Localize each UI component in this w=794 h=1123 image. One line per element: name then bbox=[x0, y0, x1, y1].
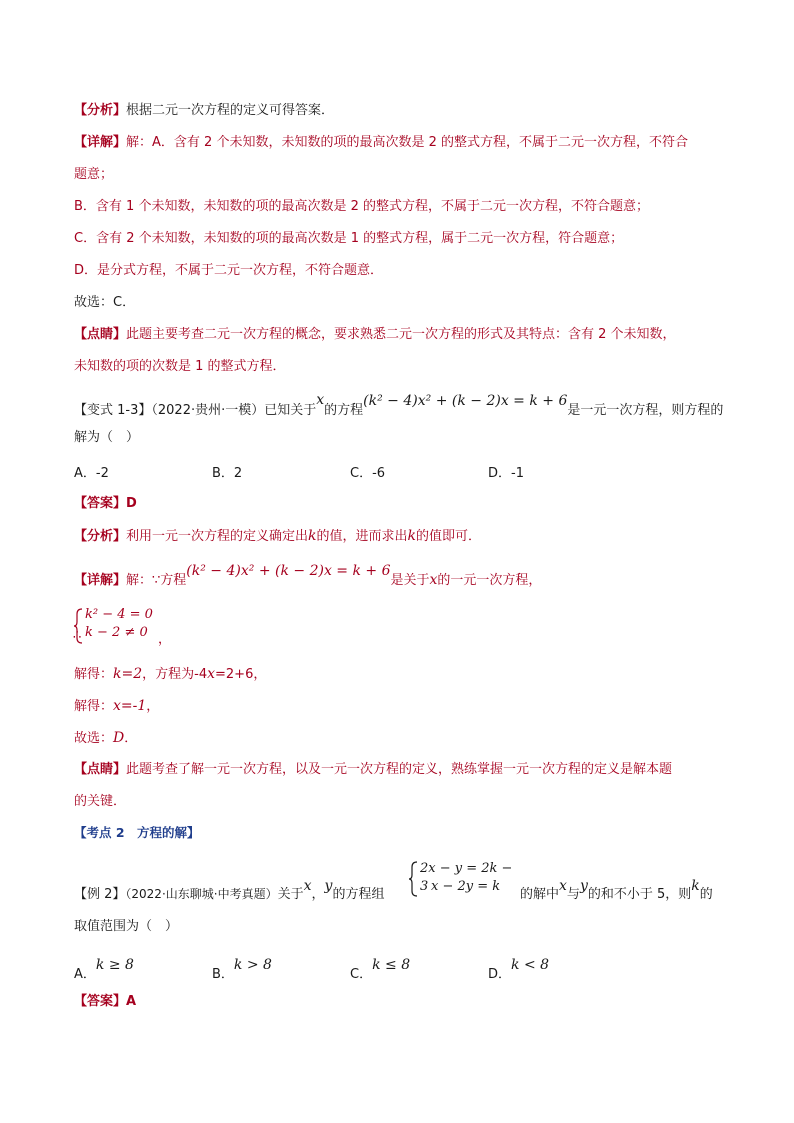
system-eq-2: k − 2 ≠ 0 bbox=[85, 625, 148, 640]
variant-choice-c: C．-6 bbox=[350, 466, 386, 481]
solve-end: =2+6， bbox=[215, 667, 267, 682]
variant-equation: (k² − 4)x² + (k − 2)x = k + 6 bbox=[363, 393, 568, 409]
example-line-2: 取值范围为（ ） bbox=[74, 919, 179, 934]
choice-letter: A． bbox=[74, 967, 96, 982]
analysis-text-3: 的值即可． bbox=[416, 529, 482, 544]
detail-1-line-2: 题意； bbox=[74, 167, 114, 182]
detail-tag: 【详解】 bbox=[74, 573, 127, 588]
example-middle: 的方程组 bbox=[332, 887, 385, 902]
example-label: 【例 2】 bbox=[74, 887, 126, 902]
detail-1-line-1 bbox=[74, 133, 688, 153]
variable-k: k bbox=[407, 528, 417, 544]
example-choice-a bbox=[74, 957, 134, 982]
choose-prefix: 故选： bbox=[74, 731, 114, 746]
choice-expr: k > 8 bbox=[233, 957, 272, 973]
analysis-tag: 【分析】 bbox=[74, 103, 127, 118]
detail-end: 的一元一次方程， bbox=[437, 573, 542, 588]
solve-x-value: x=-1 bbox=[113, 698, 147, 714]
comment-1-line-2: 未知数的项的次数是 1 的整式方程． bbox=[74, 359, 286, 374]
analysis-text-1: 利用一元一次方程的定义确定出 bbox=[126, 529, 309, 544]
variant-choice-d: D．-1 bbox=[488, 466, 524, 481]
analysis-1 bbox=[74, 101, 334, 121]
brace-icon bbox=[409, 861, 419, 897]
detail-1-line-4: C．含有 2 个未知数，未知数的项的最高次数是 1 的整式方程，属于二元一次方程，符合题意； bbox=[74, 231, 624, 246]
detail-after: 是关于 bbox=[390, 573, 430, 588]
detail-2-choose bbox=[74, 728, 137, 749]
variant-intro: 已知关于 bbox=[264, 403, 317, 418]
choice-letter: B． bbox=[212, 967, 234, 982]
therefore-symbol: ∴ bbox=[73, 628, 82, 643]
example-source: （2022·山东聊城·中考真题） bbox=[125, 887, 278, 901]
variable-y: y bbox=[579, 878, 588, 894]
detail-2-solve-1 bbox=[74, 664, 266, 685]
detail-2-solve-2 bbox=[74, 696, 159, 717]
choose-end: ． bbox=[124, 731, 138, 746]
example-choice-b bbox=[212, 957, 272, 982]
analysis-2 bbox=[74, 526, 481, 547]
variable-x: x bbox=[559, 878, 567, 894]
choice-expr: k < 8 bbox=[511, 957, 550, 973]
variable-k: k bbox=[308, 528, 317, 544]
detail-text: 解：A．含有 2 个未知数，未知数的项的最高次数是 2 的整式方程，不属于二元一次方程，不符合 bbox=[126, 135, 688, 150]
variable-x: x bbox=[316, 392, 325, 408]
analysis-tag: 【分析】 bbox=[74, 529, 127, 544]
detail-1-line-3: B．含有 1 个未知数，未知数的项的最高次数是 2 的整式方程，不属于二元一次方程，不符合题意； bbox=[74, 199, 649, 214]
variant-end: 是一元一次方程，则方程的 bbox=[567, 403, 724, 418]
answer-3 bbox=[74, 992, 136, 1012]
detail-equation: (k² − 4)x² + (k − 2)x = k + 6 bbox=[186, 563, 391, 579]
analysis-text: 根据二元一次方程的定义可得答案． bbox=[126, 103, 335, 118]
comment-text: 此题主要考查二元一次方程的概念，要求熟悉二元一次方程的形式及其特点：含有 2 个未知数， bbox=[126, 327, 676, 342]
choice-expr: k ≤ 8 bbox=[372, 957, 411, 973]
comment-2-line-1 bbox=[74, 760, 672, 780]
system-eq-1: 2x − y = 2k − 3 bbox=[420, 861, 513, 894]
choose-value: D bbox=[113, 730, 125, 746]
example-sep: ， bbox=[311, 887, 325, 902]
variant-source: （2022·贵州·一模） bbox=[151, 403, 265, 418]
answer-tag: 【答案】 bbox=[74, 496, 127, 511]
comment-2-line-2: 的关键． bbox=[74, 794, 127, 809]
example-text-5: 的 bbox=[699, 887, 713, 902]
variable-k: k bbox=[691, 878, 700, 894]
example-text-4: 的和不小于 5，则 bbox=[587, 887, 692, 902]
detail-1-line-5: D．是分式方程，不属于二元一次方程，不符合题意． bbox=[74, 263, 384, 278]
detail-2-system bbox=[74, 606, 184, 650]
comment-1-line-1 bbox=[74, 325, 676, 345]
example-system bbox=[409, 860, 521, 900]
solve-end: ， bbox=[146, 699, 160, 714]
example-question-cont bbox=[520, 878, 713, 905]
variant-choice-b: B．2 bbox=[212, 466, 243, 481]
answer-value: A bbox=[126, 994, 137, 1009]
example-text-3: 与 bbox=[566, 887, 580, 902]
example-question bbox=[74, 878, 385, 905]
example-text-2: 的解中 bbox=[520, 887, 560, 902]
variant-line-2: 解为（ ） bbox=[74, 430, 140, 445]
system-eq-1: k² − 4 = 0 bbox=[85, 607, 153, 622]
section-heading: 【考点 2 方程的解】 bbox=[74, 825, 200, 840]
detail-1-conclusion: 故选：C． bbox=[74, 295, 136, 310]
variable-x: x bbox=[429, 572, 438, 588]
solve-prefix: 解得： bbox=[74, 667, 114, 682]
example-intro: 关于 bbox=[277, 887, 304, 902]
comment-text: 此题考查了解一元一次方程，以及一元一次方程的定义，熟练掌握一元一次方程的定义是解本题 bbox=[126, 762, 673, 777]
system-comma: ， bbox=[158, 632, 172, 647]
variable-y: y bbox=[324, 878, 333, 894]
solve-x: x bbox=[207, 666, 216, 682]
variant-choice-a: A．-2 bbox=[74, 466, 109, 481]
solve-prefix: 解得： bbox=[74, 699, 114, 714]
variant-middle: 的方程 bbox=[324, 403, 364, 418]
choice-letter: C． bbox=[350, 967, 373, 982]
variant-label: 【变式 1-3】 bbox=[74, 403, 152, 418]
comment-tag: 【点睛】 bbox=[74, 327, 127, 342]
detail-intro: 解：∵方程 bbox=[126, 573, 187, 588]
example-choice-c bbox=[350, 957, 411, 982]
choice-letter: D． bbox=[488, 967, 512, 982]
answer-2 bbox=[74, 494, 137, 514]
solve-mid: ，方程为-4 bbox=[142, 667, 208, 682]
answer-value: D bbox=[126, 496, 137, 511]
comment-tag: 【点睛】 bbox=[74, 762, 127, 777]
variable-x: x bbox=[303, 878, 312, 894]
detail-tag: 【详解】 bbox=[74, 135, 127, 150]
detail-2-line-1 bbox=[74, 563, 542, 591]
example-choice-d bbox=[488, 957, 550, 982]
answer-tag: 【答案】 bbox=[74, 994, 127, 1009]
choice-expr: k ≥ 8 bbox=[95, 957, 134, 973]
analysis-text-2: 的值，进而求出 bbox=[316, 529, 408, 544]
system-eq-2: x − 2y = k bbox=[431, 879, 501, 894]
variant-question bbox=[74, 392, 724, 421]
solve-k: k=2 bbox=[113, 666, 143, 682]
